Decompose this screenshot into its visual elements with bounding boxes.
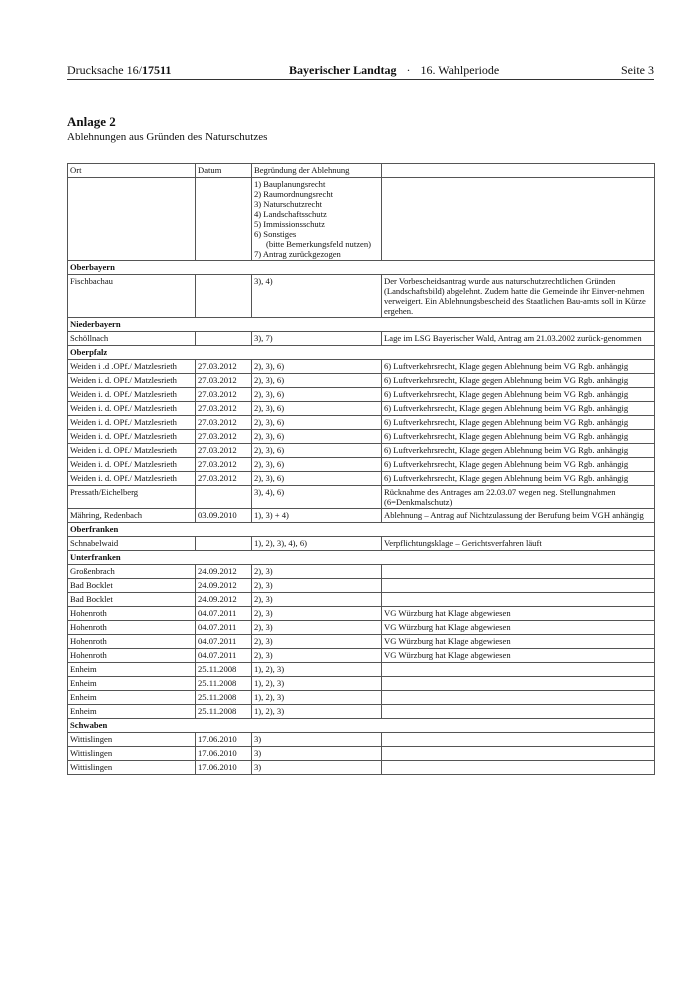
datum-cell: 24.09.2012 (196, 593, 252, 607)
datum-cell: 04.07.2011 (196, 635, 252, 649)
ort-cell: Enheim (68, 691, 196, 705)
datum-cell: 17.06.2010 (196, 733, 252, 747)
datum-cell: 27.03.2012 (196, 402, 252, 416)
region-heading: Oberfranken (68, 523, 655, 537)
bemerkung-cell (382, 593, 655, 607)
ort-cell: Mähring, Redenbach (68, 509, 196, 523)
table-row (68, 509, 655, 523)
table-header-row (68, 164, 655, 178)
begruendung-cell: 2), 3) (252, 593, 382, 607)
column-header (382, 164, 655, 178)
ort-cell: Weiden i. d. OPf./ Matzlesrieth (68, 388, 196, 402)
table-row (68, 705, 655, 719)
table-row (68, 458, 655, 472)
table-row (68, 537, 655, 551)
legend-item: 4) Landschaftsschutz (254, 209, 327, 219)
bemerkung-cell (382, 691, 655, 705)
table-row (68, 649, 655, 663)
legend-item: 5) Immissionsschutz (254, 219, 325, 229)
ort-cell: Weiden i. d. OPf./ Matzlesrieth (68, 444, 196, 458)
datum-cell: 25.11.2008 (196, 677, 252, 691)
datum-cell: 04.07.2011 (196, 649, 252, 663)
ort-cell: Bad Bocklet (68, 593, 196, 607)
ort-cell: Hohenroth (68, 607, 196, 621)
table-row (68, 635, 655, 649)
datum-cell: 03.09.2010 (196, 509, 252, 523)
begruendung-cell: 2), 3) (252, 565, 382, 579)
begruendung-cell: 3), 4) (252, 275, 382, 318)
ort-cell: Wittislingen (68, 747, 196, 761)
table-row (68, 579, 655, 593)
datum-cell: 27.03.2012 (196, 374, 252, 388)
region-heading: Schwaben (68, 719, 655, 733)
legend-item: 6) Sonstiges (254, 229, 297, 239)
bemerkung-cell: Der Vorbescheidsantrag wurde aus naturschutzrechtlichen Gründen (Landschaftsbild) abgelehnt. Zudem hatte die Gemeinde ihr Einver-nehmen verweigert. Ein Ablehnungsbescheid des Staatlichen Bau-amts soll in Kürze ergehen. (382, 275, 655, 318)
table-row (68, 677, 655, 691)
region-row-oberbayern (68, 261, 655, 275)
bemerkung-cell: 6) Luftverkehrsrecht, Klage gegen Ablehnung beim VG Rgb. anhängig (382, 416, 655, 430)
begruendung-cell: 2), 3) (252, 607, 382, 621)
datum-cell: 17.06.2010 (196, 761, 252, 775)
bemerkung-cell: 6) Luftverkehrsrecht, Klage gegen Ablehnung beim VG Rgb. anhängig (382, 360, 655, 374)
begruendung-cell: 1), 2), 3) (252, 691, 382, 705)
bemerkung-cell: 6) Luftverkehrsrecht, Klage gegen Ablehnung beim VG Rgb. anhängig (382, 430, 655, 444)
begruendung-cell: 2), 3), 6) (252, 458, 382, 472)
region-row-schwaben (68, 719, 655, 733)
bemerkung-cell: 6) Luftverkehrsrecht, Klage gegen Ablehnung beim VG Rgb. anhängig (382, 444, 655, 458)
begruendung-cell: 3), 4), 6) (252, 486, 382, 509)
ort-cell: Schöllnach (68, 332, 196, 346)
ort-cell: Wittislingen (68, 761, 196, 775)
annex-subtitle: Ablehnungen aus Gründen des Naturschutzes (67, 131, 268, 143)
bemerkung-cell: 6) Luftverkehrsrecht, Klage gegen Ablehnung beim VG Rgb. anhängig (382, 388, 655, 402)
datum-cell: 04.07.2011 (196, 607, 252, 621)
bemerkung-cell (382, 761, 655, 775)
ort-cell: Hohenroth (68, 649, 196, 663)
begruendung-cell: 1), 2), 3) (252, 705, 382, 719)
bemerkung-cell (382, 565, 655, 579)
datum-cell: 27.03.2012 (196, 458, 252, 472)
ort-cell: Weiden i. d. OPf./ Matzlesrieth (68, 402, 196, 416)
legend-row (68, 178, 655, 261)
page-header (67, 62, 654, 78)
ort-cell: Enheim (68, 663, 196, 677)
bemerkung-cell (382, 677, 655, 691)
begruendung-cell: 1), 2), 3), 4), 6) (252, 537, 382, 551)
bemerkung-cell: Ablehnung – Antrag auf Nichtzulassung der Berufung beim VGH anhängig (382, 509, 655, 523)
ort-cell: Schnabelwaid (68, 537, 196, 551)
table-row (68, 486, 655, 509)
column-header: Datum (196, 164, 252, 178)
datum-cell: 27.03.2012 (196, 388, 252, 402)
datum-cell: 27.03.2012 (196, 430, 252, 444)
ort-cell: Enheim (68, 705, 196, 719)
table-row (68, 663, 655, 677)
bemerkung-cell: Verpflichtungsklage – Gerichtsverfahren läuft (382, 537, 655, 551)
ort-cell: Weiden i. d. OPf./ Matzlesrieth (68, 374, 196, 388)
ort-cell: Hohenroth (68, 621, 196, 635)
begruendung-cell: 2), 3) (252, 649, 382, 663)
datum-cell (196, 537, 252, 551)
begruendung-cell: 2), 3), 6) (252, 374, 382, 388)
table-row (68, 360, 655, 374)
datum-cell: 04.07.2011 (196, 621, 252, 635)
datum-cell (196, 486, 252, 509)
annex-title: Anlage 2 (67, 114, 116, 129)
bemerkung-cell: 6) Luftverkehrsrecht, Klage gegen Ablehnung beim VG Rgb. anhängig (382, 472, 655, 486)
begruendung-cell: 2), 3), 6) (252, 388, 382, 402)
begruendung-cell: 2), 3), 6) (252, 430, 382, 444)
ort-cell: Großenbrach (68, 565, 196, 579)
column-header: Begründung der Ablehnung (252, 164, 382, 178)
document-page (67, 62, 654, 772)
bemerkung-cell (382, 663, 655, 677)
table-row (68, 747, 655, 761)
datum-cell: 24.09.2012 (196, 565, 252, 579)
ort-cell: Wittislingen (68, 733, 196, 747)
header-rule (67, 79, 654, 80)
begruendung-cell: 2), 3), 6) (252, 360, 382, 374)
bemerkung-cell (382, 579, 655, 593)
bemerkung-cell: Lage im LSG Bayerischer Wald, Antrag am 21.03.2002 zurück-genommen (382, 332, 655, 346)
begruendung-cell: 3) (252, 747, 382, 761)
datum-cell (196, 332, 252, 346)
ort-cell: Pressath/Eichelberg (68, 486, 196, 509)
table-row (68, 691, 655, 705)
table-row (68, 621, 655, 635)
table-row (68, 275, 655, 318)
bemerkung-cell: VG Würzburg hat Klage abgewiesen (382, 607, 655, 621)
ort-cell: Fischbachau (68, 275, 196, 318)
datum-cell: 17.06.2010 (196, 747, 252, 761)
region-row-oberfranken (68, 523, 655, 537)
bemerkung-cell: VG Würzburg hat Klage abgewiesen (382, 621, 655, 635)
ort-cell: Bad Bocklet (68, 579, 196, 593)
region-row-unterfranken (68, 551, 655, 565)
datum-cell: 27.03.2012 (196, 444, 252, 458)
ort-cell: Weiden i. d. OPf./ Matzlesrieth (68, 416, 196, 430)
datum-cell: 27.03.2012 (196, 472, 252, 486)
ort-cell: Weiden i .d .OPf./ Matzlesrieth (68, 360, 196, 374)
begruendung-cell: 2), 3), 6) (252, 416, 382, 430)
bemerkung-cell (382, 733, 655, 747)
begruendung-cell: 3), 7) (252, 332, 382, 346)
legend-cell (252, 178, 382, 261)
table-row (68, 402, 655, 416)
datum-cell: 27.03.2012 (196, 360, 252, 374)
table-row (68, 593, 655, 607)
table-row (68, 374, 655, 388)
bemerkung-cell (382, 747, 655, 761)
bemerkung-cell: VG Würzburg hat Klage abgewiesen (382, 635, 655, 649)
begruendung-cell: 2), 3), 6) (252, 402, 382, 416)
datum-cell: 25.11.2008 (196, 705, 252, 719)
begruendung-cell: 2), 3) (252, 579, 382, 593)
legend-item: 1) Bauplanungsrecht (254, 179, 326, 189)
datum-cell: 24.09.2012 (196, 579, 252, 593)
region-heading: Niederbayern (68, 318, 655, 332)
legend-item: (bitte Bemerkungsfeld nutzen) (266, 239, 372, 249)
bemerkung-cell: 6) Luftverkehrsrecht, Klage gegen Ablehnung beim VG Rgb. anhängig (382, 374, 655, 388)
table-row (68, 388, 655, 402)
table-row (68, 472, 655, 486)
bemerkung-cell: Rücknahme des Antrages am 22.03.07 wegen neg. Stellungnahmen (6=Denkmalschutz) (382, 486, 655, 509)
begruendung-cell: 1), 2), 3) (252, 677, 382, 691)
document-number: Drucksache 16/17511 (67, 63, 172, 77)
table-row (68, 416, 655, 430)
rejections-table (67, 163, 655, 775)
region-heading: Oberpfalz (68, 346, 655, 360)
bemerkung-cell (382, 705, 655, 719)
table-row (68, 332, 655, 346)
ort-cell: Hohenroth (68, 635, 196, 649)
begruendung-cell: 2), 3) (252, 635, 382, 649)
legend-item: 3) Naturschutzrecht (254, 199, 323, 209)
legend-item: 7) Antrag zurückgezogen (254, 249, 341, 259)
table-row (68, 430, 655, 444)
begruendung-cell: 3) (252, 733, 382, 747)
table-row (68, 733, 655, 747)
table-row (68, 607, 655, 621)
datum-cell (196, 275, 252, 318)
datum-cell: 27.03.2012 (196, 416, 252, 430)
begruendung-cell: 2), 3), 6) (252, 472, 382, 486)
datum-cell: 25.11.2008 (196, 663, 252, 677)
ort-cell: Weiden i. d. OPf./ Matzlesrieth (68, 430, 196, 444)
table-row (68, 761, 655, 775)
column-header: Ort (68, 164, 196, 178)
region-heading: Unterfranken (68, 551, 655, 565)
legend-item: 2) Raumordnungsrecht (254, 189, 333, 199)
table-row (68, 565, 655, 579)
page-number: Seite 3 (621, 63, 654, 77)
ort-cell: Weiden i. d. OPf./ Matzlesrieth (68, 472, 196, 486)
begruendung-cell: 3) (252, 761, 382, 775)
ort-cell: Enheim (68, 677, 196, 691)
begruendung-cell: 1), 3) + 4) (252, 509, 382, 523)
bemerkung-cell: 6) Luftverkehrsrecht, Klage gegen Ablehnung beim VG Rgb. anhängig (382, 458, 655, 472)
table-row (68, 444, 655, 458)
bemerkung-cell: VG Würzburg hat Klage abgewiesen (382, 649, 655, 663)
datum-cell: 25.11.2008 (196, 691, 252, 705)
begruendung-cell: 1), 2), 3) (252, 663, 382, 677)
region-row-niederbayern (68, 318, 655, 332)
region-heading: Oberbayern (68, 261, 655, 275)
ort-cell: Weiden i. d. OPf./ Matzlesrieth (68, 458, 196, 472)
region-row-oberpfalz (68, 346, 655, 360)
parliament-info: Bayerischer Landtag · 16. Wahlperiode (289, 63, 500, 77)
bemerkung-cell: 6) Luftverkehrsrecht, Klage gegen Ablehnung beim VG Rgb. anhängig (382, 402, 655, 416)
begruendung-cell: 2), 3), 6) (252, 444, 382, 458)
begruendung-cell: 2), 3) (252, 621, 382, 635)
